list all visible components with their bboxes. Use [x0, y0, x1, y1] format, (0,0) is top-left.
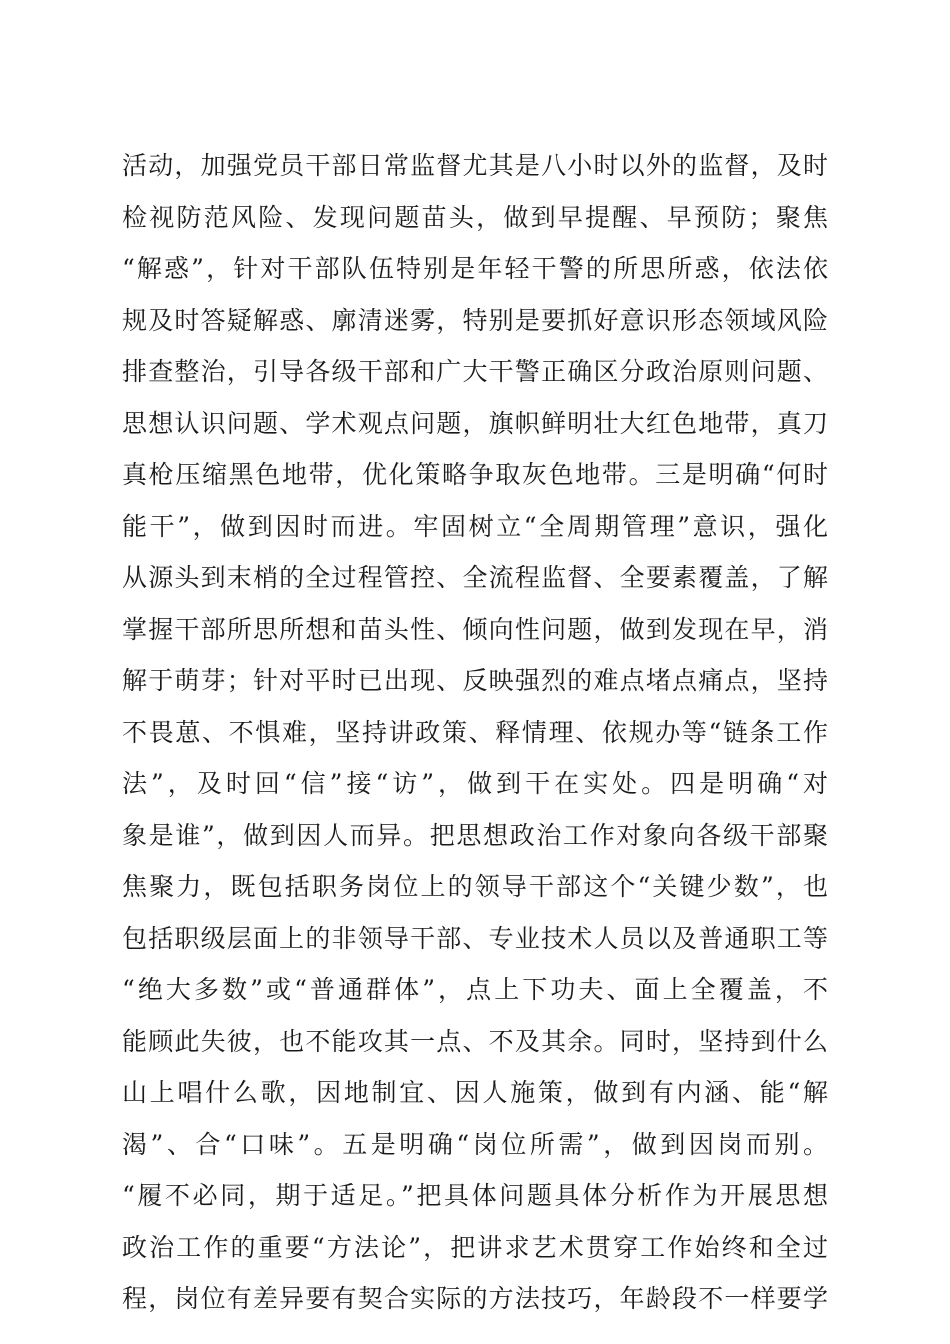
- text-line: 活动，加强党员干部日常监督尤其是八小时以外的监督，及时: [122, 151, 828, 180]
- text-line: 象是谁”，做到因人而异。把思想政治工作对象向各级干部聚: [122, 820, 828, 850]
- text-line: 思想认识问题、学术观点问题，旗帜鲜明壮大红色地带，真刀: [122, 408, 828, 438]
- text-line: 排查整治，引导各级干部和广大干警正确区分政治原则问题、: [122, 357, 828, 386]
- text-line: 规及时答疑解惑、廓清迷雾，特别是要抓好意识形态领域风险: [122, 305, 828, 335]
- text-line: 山上唱什么歌，因地制宜、因人施策，做到有内涵、能“解: [122, 1078, 828, 1107]
- text-line: 焦聚力，既包括职务岗位上的领导干部这个“关键少数”，也: [122, 872, 828, 901]
- text-line: 政治工作的重要“方法论”，把讲求艺术贯穿工作始终和全过: [122, 1232, 828, 1262]
- text-line: 法”，及时回“信”接“访”，做到干在实处。四是明确“对: [122, 769, 828, 798]
- text-line: 真枪压缩黑色地带，优化策略争取灰色地带。三是明确“何时: [122, 460, 828, 489]
- text-line: 掌握干部所思所想和苗头性、倾向性问题，做到发现在早，消: [122, 614, 828, 644]
- document-body-text: [122, 140, 828, 1325]
- text-line: 检视防范风险、发现问题苗头，做到早提醒、早预防；聚焦: [122, 202, 828, 232]
- text-line: 从源头到末梢的全过程管控、全流程监督、全要素覆盖，了解: [122, 563, 828, 592]
- text-line: “绝大多数”或“普通群体”，点上下功夫、面上全覆盖，不: [122, 975, 828, 1004]
- text-line: 渴”、合“口味”。五是明确“岗位所需”，做到因岗而别。: [122, 1129, 828, 1159]
- text-line: “解惑”，针对干部队伍特别是年轻干警的所思所惑，依法依: [122, 254, 828, 283]
- text-line: 程，岗位有差异要有契合实际的方法技巧，年龄段不一样要学: [122, 1284, 828, 1313]
- text-line: “履不必同，期于适足。”把具体问题具体分析作为开展思想: [122, 1181, 828, 1210]
- text-line: 能顾此失彼，也不能攻其一点、不及其余。同时，坚持到什么: [122, 1026, 828, 1056]
- text-line: 不畏葸、不惧难，坚持讲政策、释情理、依规办等“链条工作: [122, 717, 828, 747]
- text-line: 包括职级层面上的非领导干部、专业技术人员以及普通职工等: [122, 923, 828, 953]
- text-line: 解于萌芽；针对平时已出现、反映强烈的难点堵点痛点，坚持: [122, 666, 828, 695]
- text-line: 能干”，做到因时而进。牢固树立“全周期管理”意识，强化: [122, 511, 828, 541]
